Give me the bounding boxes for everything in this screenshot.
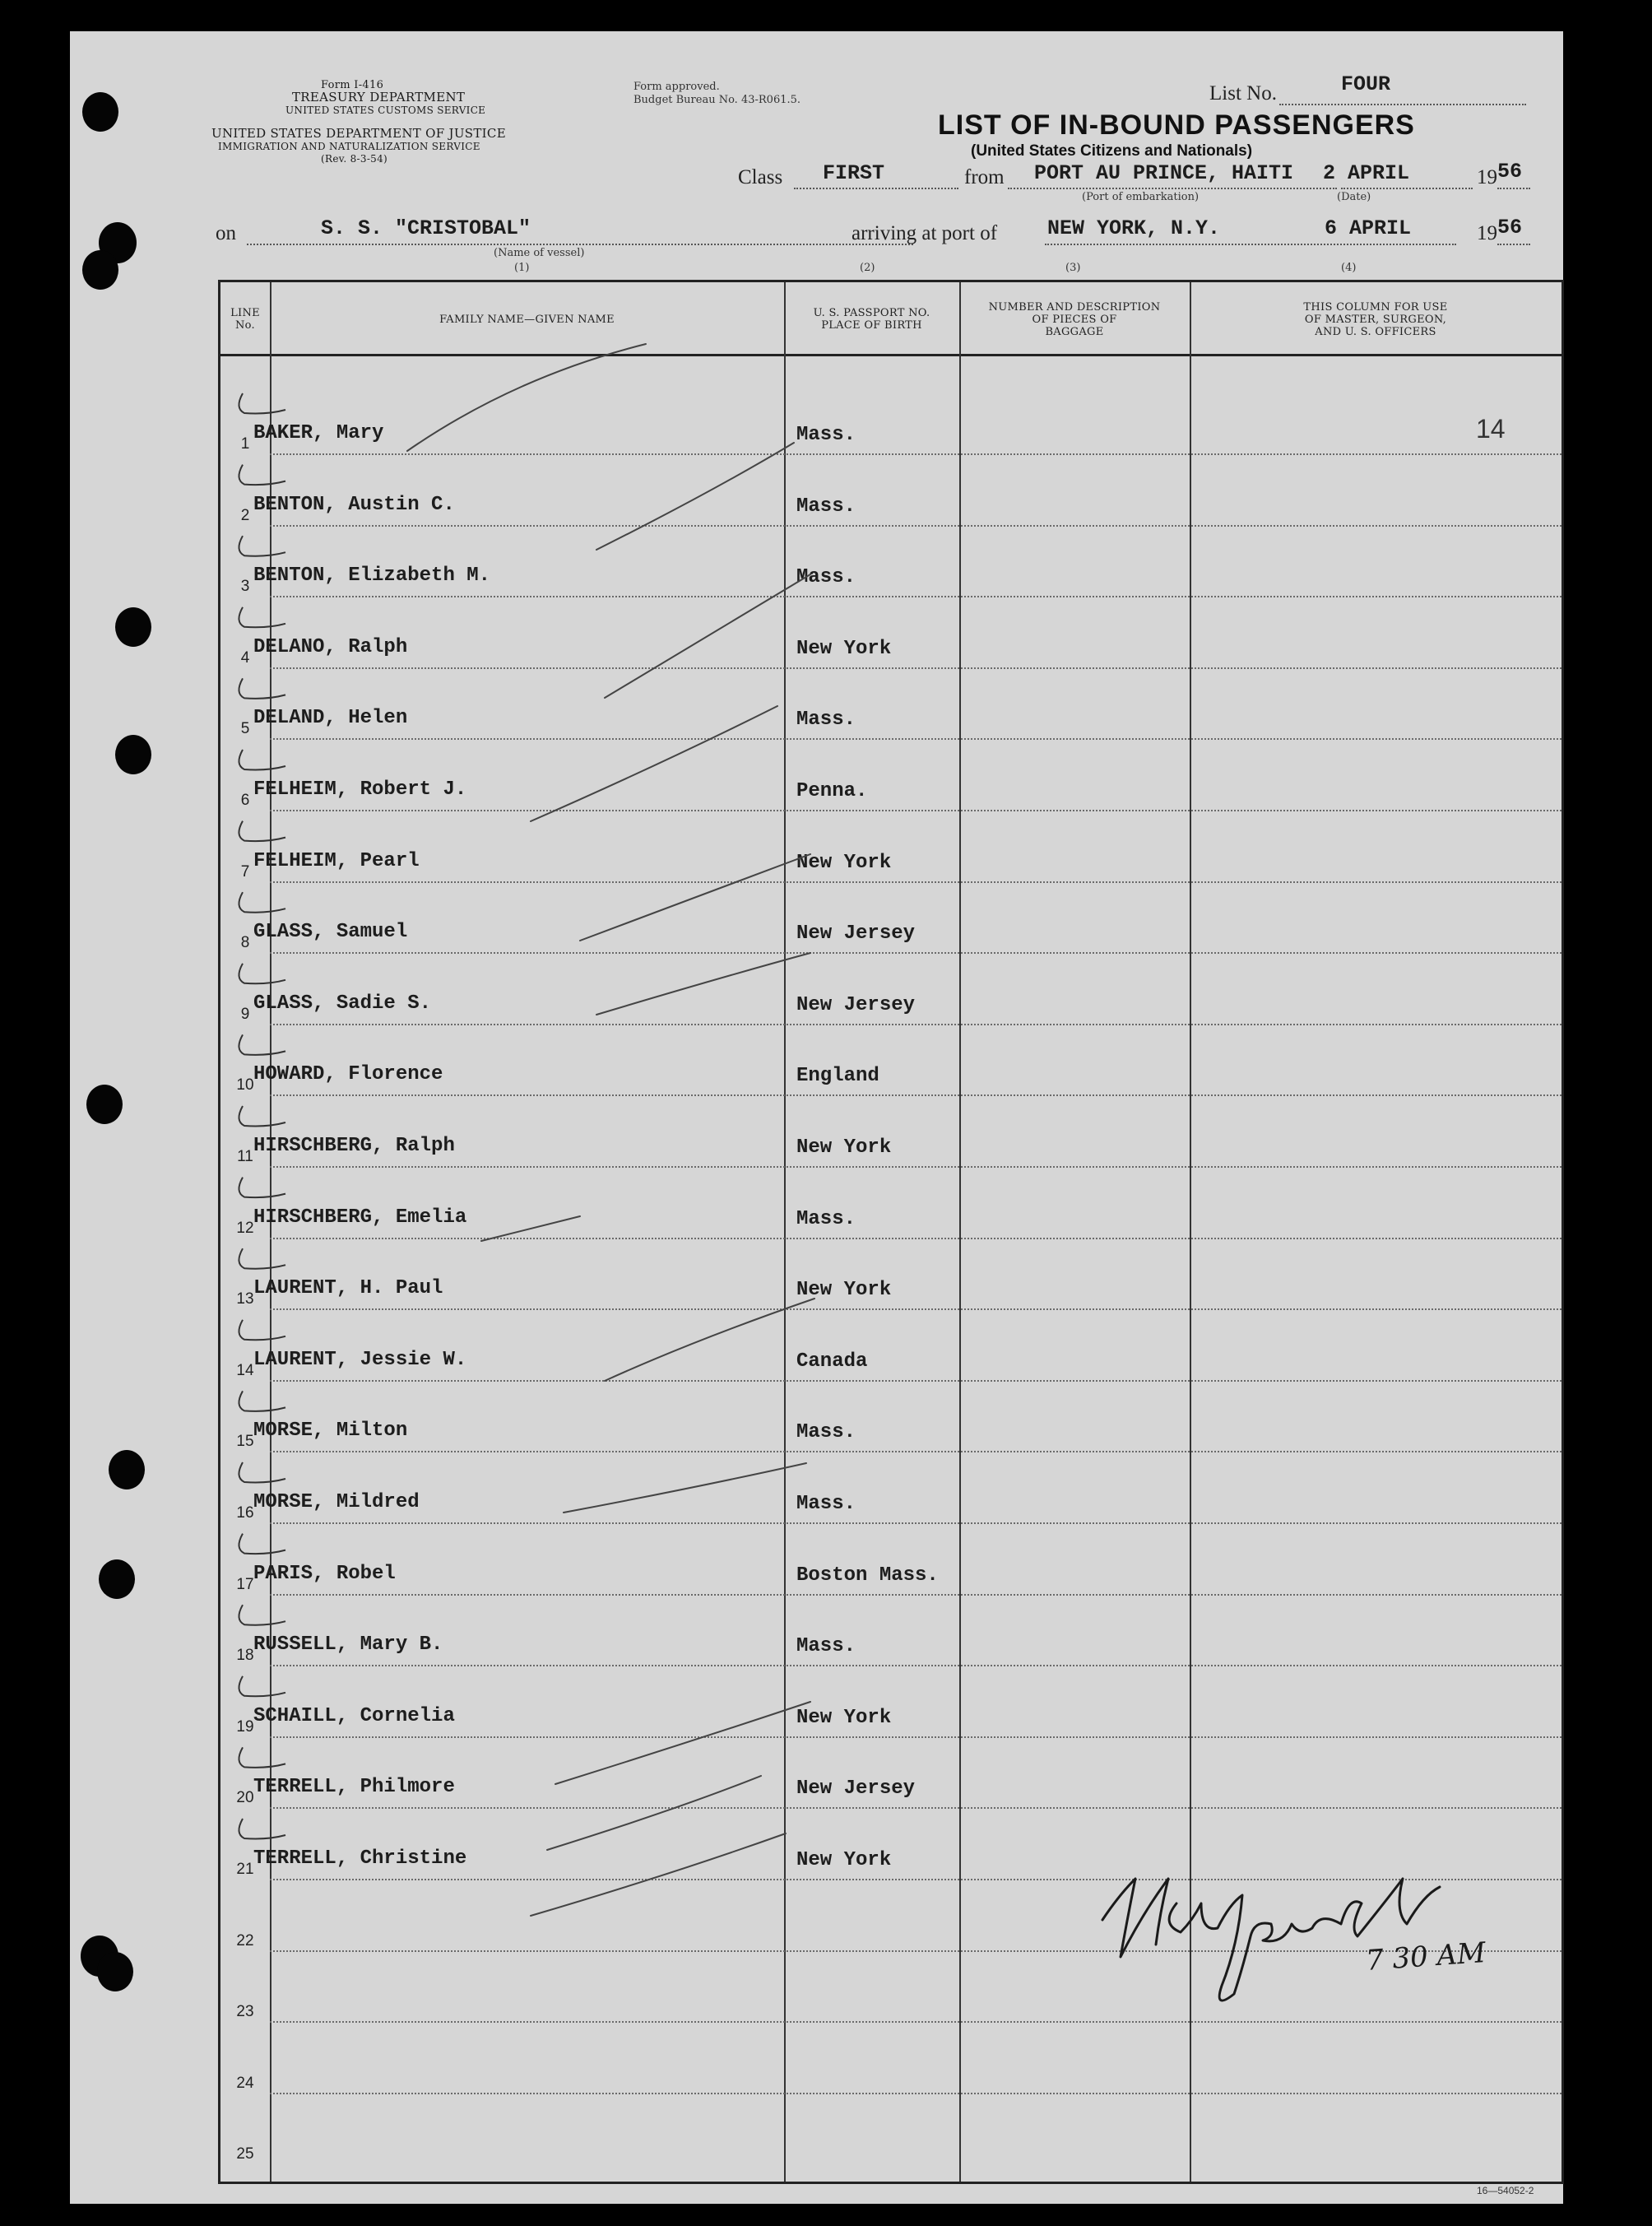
treasury-dept: TREASURY DEPARTMENT [292, 90, 466, 105]
from-value: PORT AU PRINCE, HAITI [1034, 161, 1294, 185]
passenger-name: HIRSCHBERG, Ralph [253, 1135, 455, 1157]
arrival-date: 6 APRIL [1325, 216, 1412, 240]
passenger-name: PARIS, Robel [253, 1562, 396, 1585]
passenger-name: RUSSELL, Mary B. [253, 1633, 443, 1657]
year2: 56 [1497, 216, 1523, 239]
line-number: 7 [240, 862, 250, 881]
binder-hole [109, 1450, 145, 1489]
departure-date: 2 APRIL [1323, 161, 1410, 185]
line-number: 18 [236, 1647, 254, 1665]
place-of-birth: New York [796, 637, 892, 660]
line-number: 10 [236, 1076, 254, 1094]
binder-hole [82, 250, 118, 290]
tick-mark [239, 750, 285, 770]
passenger-name: DELANO, Ralph [253, 635, 408, 658]
footer-code: 16—54052-2 [1477, 2185, 1534, 2196]
customs-service: UNITED STATES CUSTOMS SERVICE [285, 105, 486, 116]
signature-time: 7 30 AM [1364, 1936, 1487, 1978]
hdr-baggage-2: OF PIECES OF [1032, 314, 1117, 326]
place-of-birth: Mass. [796, 1493, 856, 1515]
line-number: 13 [236, 1290, 254, 1308]
from-caption: (Port of embarkation) [1082, 191, 1200, 203]
officer-tally: 14 [1476, 414, 1506, 444]
place-of-birth: New York [796, 1849, 892, 1871]
class-label: Class [738, 166, 783, 188]
binder-hole [115, 735, 151, 774]
line-number: 12 [236, 1219, 254, 1237]
date-caption: (Date) [1337, 191, 1371, 203]
caption-4: (4) [1341, 262, 1357, 274]
line-number: 21 [236, 1861, 254, 1878]
tick-mark [239, 536, 285, 556]
on-label: on [216, 222, 236, 244]
hdr-baggage-3: BAGGAGE [1045, 326, 1104, 338]
line-number: 19 [236, 1717, 254, 1736]
hdr-officers-1: THIS COLUMN FOR USE [1303, 301, 1448, 314]
tick-mark [239, 1178, 285, 1198]
line-number: 2 [240, 506, 250, 524]
manifest-page [70, 31, 1563, 2204]
passenger-name: HIRSCHBERG, Emelia [253, 1206, 467, 1229]
line-number: 25 [236, 2145, 254, 2163]
tick-mark [239, 1034, 285, 1055]
place-of-birth: Penna. [796, 780, 868, 802]
binder-hole [99, 1559, 135, 1599]
passenger-name: MORSE, Milton [253, 1420, 408, 1443]
place-of-birth: Mass. [796, 495, 856, 518]
passenger-name: BENTON, Austin C. [253, 493, 455, 516]
hdr-baggage-1: NUMBER AND DESCRIPTION [988, 301, 1161, 314]
arrival-port: NEW YORK, N.Y. [1047, 216, 1221, 240]
passenger-name: FELHEIM, Pearl [253, 849, 420, 872]
passenger-name: SCHAILL, Cornelia [253, 1704, 455, 1727]
place-of-birth: Mass. [796, 1635, 856, 1658]
passenger-name: TERRELL, Christine [253, 1847, 467, 1870]
passenger-name: HOWARD, Florence [253, 1063, 443, 1086]
passenger-name: BAKER, Mary [253, 422, 384, 444]
class-value: FIRST [823, 161, 885, 185]
hdr-line-2: No. [234, 319, 255, 332]
line-number: 23 [236, 2003, 254, 2021]
passenger-name: LAURENT, Jessie W. [253, 1348, 467, 1371]
line-number: 17 [236, 1575, 254, 1593]
tick-mark [239, 393, 285, 414]
tick-mark [239, 1391, 285, 1411]
line-number: 24 [236, 2074, 254, 2092]
binder-hole [82, 92, 118, 132]
caption-2: (2) [860, 262, 875, 274]
place-of-birth: Mass. [796, 566, 856, 589]
caption-3: (3) [1065, 262, 1081, 274]
tick-mark [239, 1605, 285, 1625]
from-label: from [964, 166, 1005, 188]
tick-mark [239, 1106, 285, 1127]
vessel-caption: (Name of vessel) [494, 247, 585, 259]
line-number: 16 [236, 1504, 254, 1522]
line-number: 11 [237, 1148, 253, 1165]
place-of-birth: New York [796, 1706, 892, 1729]
tick-mark [239, 607, 285, 628]
hdr-name: FAMILY NAME—GIVEN NAME [439, 314, 615, 326]
line-number: 6 [240, 792, 250, 809]
caption-1: (1) [514, 262, 530, 274]
line-number: 20 [236, 1789, 254, 1807]
place-of-birth: New Jersey [796, 1778, 916, 1801]
page-subtitle: (United States Citizens and Nationals) [971, 142, 1253, 160]
line-number: 15 [236, 1433, 254, 1451]
passenger-name: LAURENT, H. Paul [253, 1277, 443, 1300]
form-number: Form I-416 [321, 79, 384, 91]
hdr-line-1: LINE [230, 307, 260, 319]
binder-hole [86, 1085, 123, 1124]
binder-hole [115, 607, 151, 647]
hdr-passport-1: U. S. PASSPORT NO. [813, 307, 930, 319]
tick-mark [239, 821, 285, 842]
justice-dept: UNITED STATES DEPARTMENT OF JUSTICE [211, 126, 506, 141]
tick-mark [239, 1747, 285, 1768]
form-approved: Form approved. [633, 81, 720, 93]
passenger-name: FELHEIM, Robert J. [253, 778, 467, 801]
passenger-name: DELAND, Helen [253, 707, 408, 730]
place-of-birth: New York [796, 1279, 892, 1302]
page-title: LIST OF IN-BOUND PASSENGERS [938, 109, 1415, 141]
revision: (Rev. 8-3-54) [321, 153, 388, 165]
line-number: 1 [240, 435, 250, 453]
line-number: 8 [240, 934, 250, 952]
line-number: 22 [236, 1931, 254, 1949]
place-of-birth: New Jersey [796, 922, 916, 946]
place-of-birth: Canada [796, 1350, 868, 1373]
hdr-officers-3: AND U. S. OFFICERS [1315, 326, 1436, 338]
tick-mark [239, 964, 285, 984]
passenger-name: GLASS, Sadie S. [253, 992, 432, 1015]
budget-bureau: Budget Bureau No. 43-R061.5. [633, 94, 801, 106]
year1-prefix: 19 [1477, 166, 1497, 188]
list-no-label: List No. [1209, 82, 1277, 105]
passenger-name: MORSE, Mildred [253, 1491, 420, 1513]
tick-mark [239, 1248, 285, 1269]
tick-mark [239, 1819, 285, 1839]
year2-prefix: 19 [1477, 222, 1497, 244]
tick-mark [239, 678, 285, 699]
tick-mark [239, 1320, 285, 1341]
place-of-birth: Mass. [796, 424, 856, 446]
place-of-birth: Boston Mass. [796, 1564, 939, 1587]
line-number: 14 [236, 1361, 254, 1379]
inspector-signature [1078, 1846, 1571, 2035]
list-no-value: FOUR [1341, 72, 1391, 96]
place-of-birth: New Jersey [796, 993, 916, 1016]
place-of-birth: New York [796, 851, 892, 874]
tick-mark [239, 892, 285, 913]
tick-mark [239, 465, 285, 486]
place-of-birth: Mass. [796, 1421, 856, 1444]
place-of-birth: Mass. [796, 709, 856, 732]
line-number: 3 [240, 578, 250, 596]
passenger-name: GLASS, Samuel [253, 921, 408, 944]
passenger-name: TERRELL, Philmore [253, 1776, 455, 1799]
hdr-officers-2: OF MASTER, SURGEON, [1304, 314, 1447, 326]
ins-service: IMMIGRATION AND NATURALIZATION SERVICE [218, 141, 480, 152]
tick-mark [239, 1676, 285, 1697]
place-of-birth: England [796, 1065, 879, 1088]
passenger-name: BENTON, Elizabeth M. [253, 565, 491, 588]
place-of-birth: Mass. [796, 1207, 856, 1230]
line-number: 4 [240, 648, 250, 667]
year1: 56 [1497, 160, 1523, 184]
arriving-label: arriving at port of [852, 222, 998, 244]
place-of-birth: New York [796, 1136, 892, 1159]
tick-mark [239, 1534, 285, 1554]
line-number: 5 [240, 720, 250, 738]
hdr-passport-2: PLACE OF BIRTH [821, 319, 922, 332]
binder-hole [97, 1952, 133, 1991]
line-number: 9 [240, 1005, 250, 1023]
vessel-name: S. S. "CRISTOBAL" [321, 216, 531, 240]
tick-mark [239, 1462, 285, 1483]
